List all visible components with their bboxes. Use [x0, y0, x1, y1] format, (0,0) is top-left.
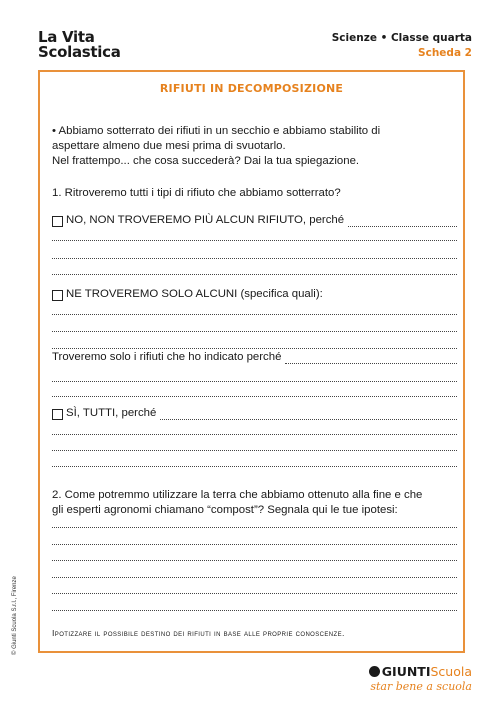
option-c-row — [52, 406, 457, 420]
answer-line[interactable] — [52, 331, 457, 332]
brand-tagline: star bene a scuola — [370, 680, 472, 693]
answer-line[interactable] — [160, 410, 457, 420]
giunti-logo-icon — [369, 666, 380, 677]
answer-line[interactable] — [52, 258, 457, 259]
option-a-row — [52, 213, 457, 227]
sheet-label: Scheda 2 — [418, 47, 472, 59]
answer-line[interactable] — [52, 577, 457, 578]
answer-line[interactable] — [52, 527, 457, 528]
answer-line[interactable] — [52, 314, 457, 315]
logo-line-2: Scolastica — [38, 43, 121, 61]
brand-suffix: Scuola — [430, 664, 472, 679]
intro-line-3: Nel frattempo... che cosa succederà? Dai la tua spiegazione. — [52, 155, 360, 167]
answer-line[interactable] — [52, 560, 457, 561]
answer-line[interactable] — [52, 274, 457, 275]
option-b-followup-row — [52, 350, 457, 364]
question-2-line-1: 2. Come potremmo utilizzare la terra che abbiamo ottenuto alla fine e che — [52, 489, 423, 501]
copyright-note: © Giunti Scuola S.r.l., Firenze — [12, 576, 18, 655]
giunti-scuola-logo — [369, 664, 472, 693]
answer-line[interactable] — [52, 434, 457, 435]
answer-line[interactable] — [52, 544, 457, 545]
intro-line-2: aspettare almeno due mesi prima di svuotarlo. — [52, 140, 286, 152]
option-b-row — [52, 287, 457, 301]
header-info — [332, 31, 472, 61]
answer-line[interactable] — [52, 396, 457, 397]
option-b-label: NE TROVEREMO SOLO ALCUNI (specifica quali): — [66, 288, 323, 300]
worksheet-frame — [38, 70, 465, 653]
answer-line[interactable] — [285, 354, 457, 364]
intro-line-1: • Abbiamo sotterrato dei rifiuti in un secchio e abbiamo stabilito di — [52, 125, 381, 137]
option-c-checkbox[interactable] — [52, 409, 63, 420]
question-1: 1. Ritroveremo tutti i tipi di rifiuto che abbiamo sotterrato? — [52, 187, 341, 199]
option-a-checkbox[interactable] — [52, 216, 63, 227]
worksheet-title: RIFIUTI IN DECOMPOSIZIONE — [159, 82, 344, 95]
la-vita-scolastica-logo — [38, 30, 121, 60]
answer-line[interactable] — [52, 593, 457, 594]
answer-line[interactable] — [348, 217, 457, 227]
option-b-checkbox[interactable] — [52, 290, 63, 301]
answer-line[interactable] — [52, 466, 457, 467]
answer-line[interactable] — [52, 450, 457, 451]
option-c-label: SÌ, TUTTI, perché — [66, 407, 157, 419]
answer-line[interactable] — [52, 348, 457, 349]
option-b-followup-label: Troveremo solo i rifiuti che ho indicato perché — [52, 351, 282, 363]
answer-line[interactable] — [52, 610, 457, 611]
option-a-label: NO, NON TROVEREMO PIÙ ALCUN RIFIUTO, perché — [66, 214, 345, 226]
question-2-line-2: gli esperti agronomi chiamano “compost”? Segnala qui le tue ipotesi: — [52, 504, 398, 516]
answer-line[interactable] — [52, 381, 457, 382]
brand-name: GIUNTI — [381, 664, 431, 679]
subject-label: Scienze • Classe quarta — [331, 32, 472, 44]
logo-line-1: La Vita — [38, 28, 95, 46]
answer-line[interactable] — [52, 240, 457, 241]
teacher-note: Ipotizzare il possibile destino dei rifiuti in base alle proprie conoscenze. — [52, 628, 345, 638]
